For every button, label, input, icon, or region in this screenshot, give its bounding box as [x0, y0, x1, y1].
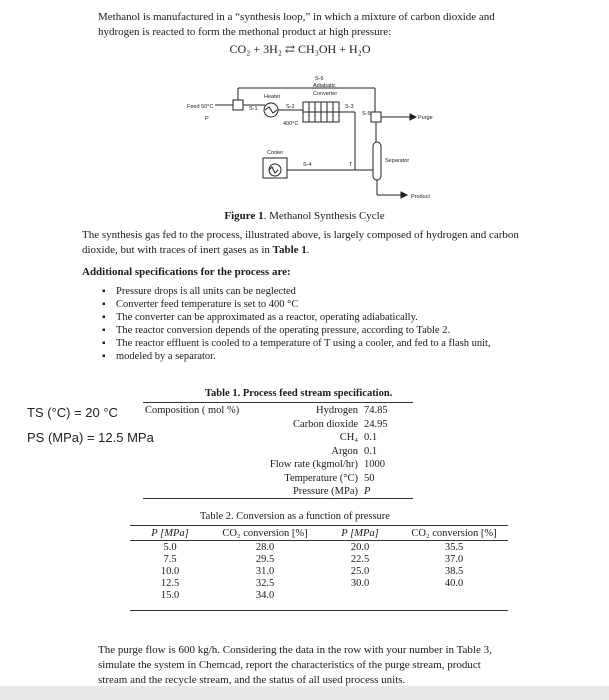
reaction-equation: CO₂ + 3H₂ ⇄ CH₃OH + H₂O — [229, 42, 371, 56]
conversion-table — [130, 526, 508, 601]
table1-top-rule — [143, 402, 413, 403]
table1-row: Temperature (°C) 50 — [284, 472, 375, 484]
table1-row: Flow rate (kgmol/hr) 1000 — [269, 459, 385, 470]
spec-item: ▪ Pressure drops is all units can be neglected — [100, 285, 570, 298]
feed-mixer-box — [233, 100, 243, 110]
table2-header-row — [130, 526, 508, 540]
purge-label: Purge — [418, 115, 433, 121]
ps-value: PS (MPa) = 12.5 MPa — [27, 430, 154, 445]
specs-heading: Additional specifications for the process are: — [82, 266, 291, 278]
purge-paragraph — [98, 643, 568, 688]
spec-item: ▪ The reactor conversion depends of the operating pressure, according to Table 2. — [100, 324, 570, 337]
cooler-label: Cooler — [267, 150, 284, 156]
process-flow-diagram — [185, 70, 450, 205]
footer-line-2: simulate the system in Chemcad, report the characteristics of the purge stream, product — [98, 659, 481, 671]
purge-splitter-box — [371, 112, 381, 122]
spec-item: ▪ The reactor effluent is cooled to a temperature of T using a cooler, and fed to a flash unit, — [100, 337, 570, 350]
stream-s6-label: S-6 — [315, 76, 324, 82]
table2-row: 5.0 28.0 20.0 35.5 — [163, 541, 464, 553]
para2-line-1: The synthesis gas fed to the process, illustrated above, is largely composed of hydrogen and carbon — [82, 229, 519, 241]
product-label: Product — [411, 194, 430, 200]
stream-s5-label: S-5 — [362, 111, 371, 117]
table2-bottom-rule — [130, 610, 508, 611]
table1-row: CH₄ 0.1 — [339, 432, 378, 443]
stream-s3-label: S-3 — [345, 104, 354, 110]
stream-s4-label: S-4 — [303, 162, 312, 168]
para2-line-2: dioxide, but with traces of inert gases as in Table 1. — [82, 244, 310, 256]
footer-line-3: stream and the recycle stream, and the status of all used process units. — [98, 674, 406, 686]
stream-s1-label: S-1 — [249, 106, 258, 112]
composition-label: Composition ( mol %) — [145, 405, 240, 416]
feed-pressure-label: P — [205, 116, 209, 122]
intro-line-1: Methanol is manufactured in a “synthesis loop,” in which a mixture of carbon dioxide and — [98, 11, 495, 23]
table2-title: Table 2. Conversion as a function of pressure — [200, 511, 390, 522]
table1-row: Hydrogen 74.85 — [316, 405, 388, 416]
table2-row: 7.5 29.5 22.5 37.0 — [163, 553, 464, 565]
table1-row: Carbon dioxide 24.95 — [292, 418, 388, 430]
table1-body — [250, 404, 410, 499]
stream-s2-label: S-2 — [286, 104, 295, 110]
table2-row: 10.0 31.0 25.0 38.5 — [160, 565, 464, 577]
table1-bottom-rule — [143, 498, 413, 499]
specs-list — [100, 285, 570, 363]
ts-value: TS (°C) = 20 °C — [27, 405, 118, 420]
spec-item: ▪ The converter can be approximated as a reactor, operating adiabatically. — [100, 311, 570, 324]
figure-caption-text: . Methanol Synthesis Cycle — [263, 210, 385, 222]
table2-header: CO₂ conversion [%] — [222, 527, 308, 539]
table2-header: CO₂ conversion [%] — [411, 527, 497, 539]
converter-label: Converter — [313, 91, 338, 97]
figure-caption-label: Figure 1 — [224, 210, 264, 222]
table2-header: P [MPa] — [151, 527, 189, 539]
intro-paragraph — [98, 10, 558, 40]
ts-label: T — [349, 162, 353, 168]
footer-line-1: The purge flow is 600 kg/h. Considering the data in the row with your number in Table 3, — [98, 644, 492, 656]
table1-title: Table 1. Process feed stream specification. — [205, 388, 393, 399]
table2-row: 12.5 32.5 30.0 40.0 — [160, 577, 464, 589]
synthesis-gas-paragraph — [82, 228, 582, 258]
spec-item-continuation: ▪ modeled by a separator. — [100, 350, 570, 363]
spec-item: ▪ Converter feed temperature is set to 400 °C — [100, 298, 570, 311]
table1-row: Argon 0.1 — [331, 445, 378, 457]
temperature-400-label: 400°C — [283, 121, 299, 127]
table2-row: 15.0 34.0 — [160, 589, 275, 601]
heater-label: Heater — [264, 94, 281, 100]
feed-label: Feed 50°C — [187, 104, 214, 110]
separator-label: Separator — [385, 158, 410, 164]
separator-symbol — [373, 142, 381, 180]
intro-line-2: hydrogen is reacted to form the methonal product at high pressure: — [98, 26, 392, 38]
table2-header: P [MPa] — [341, 527, 379, 539]
adiabatic-label: Adiabatic — [313, 83, 336, 89]
figure-caption — [0, 210, 609, 222]
bottom-bar — [0, 686, 609, 700]
table1-row: Pressure (MPa) P — [292, 486, 371, 497]
